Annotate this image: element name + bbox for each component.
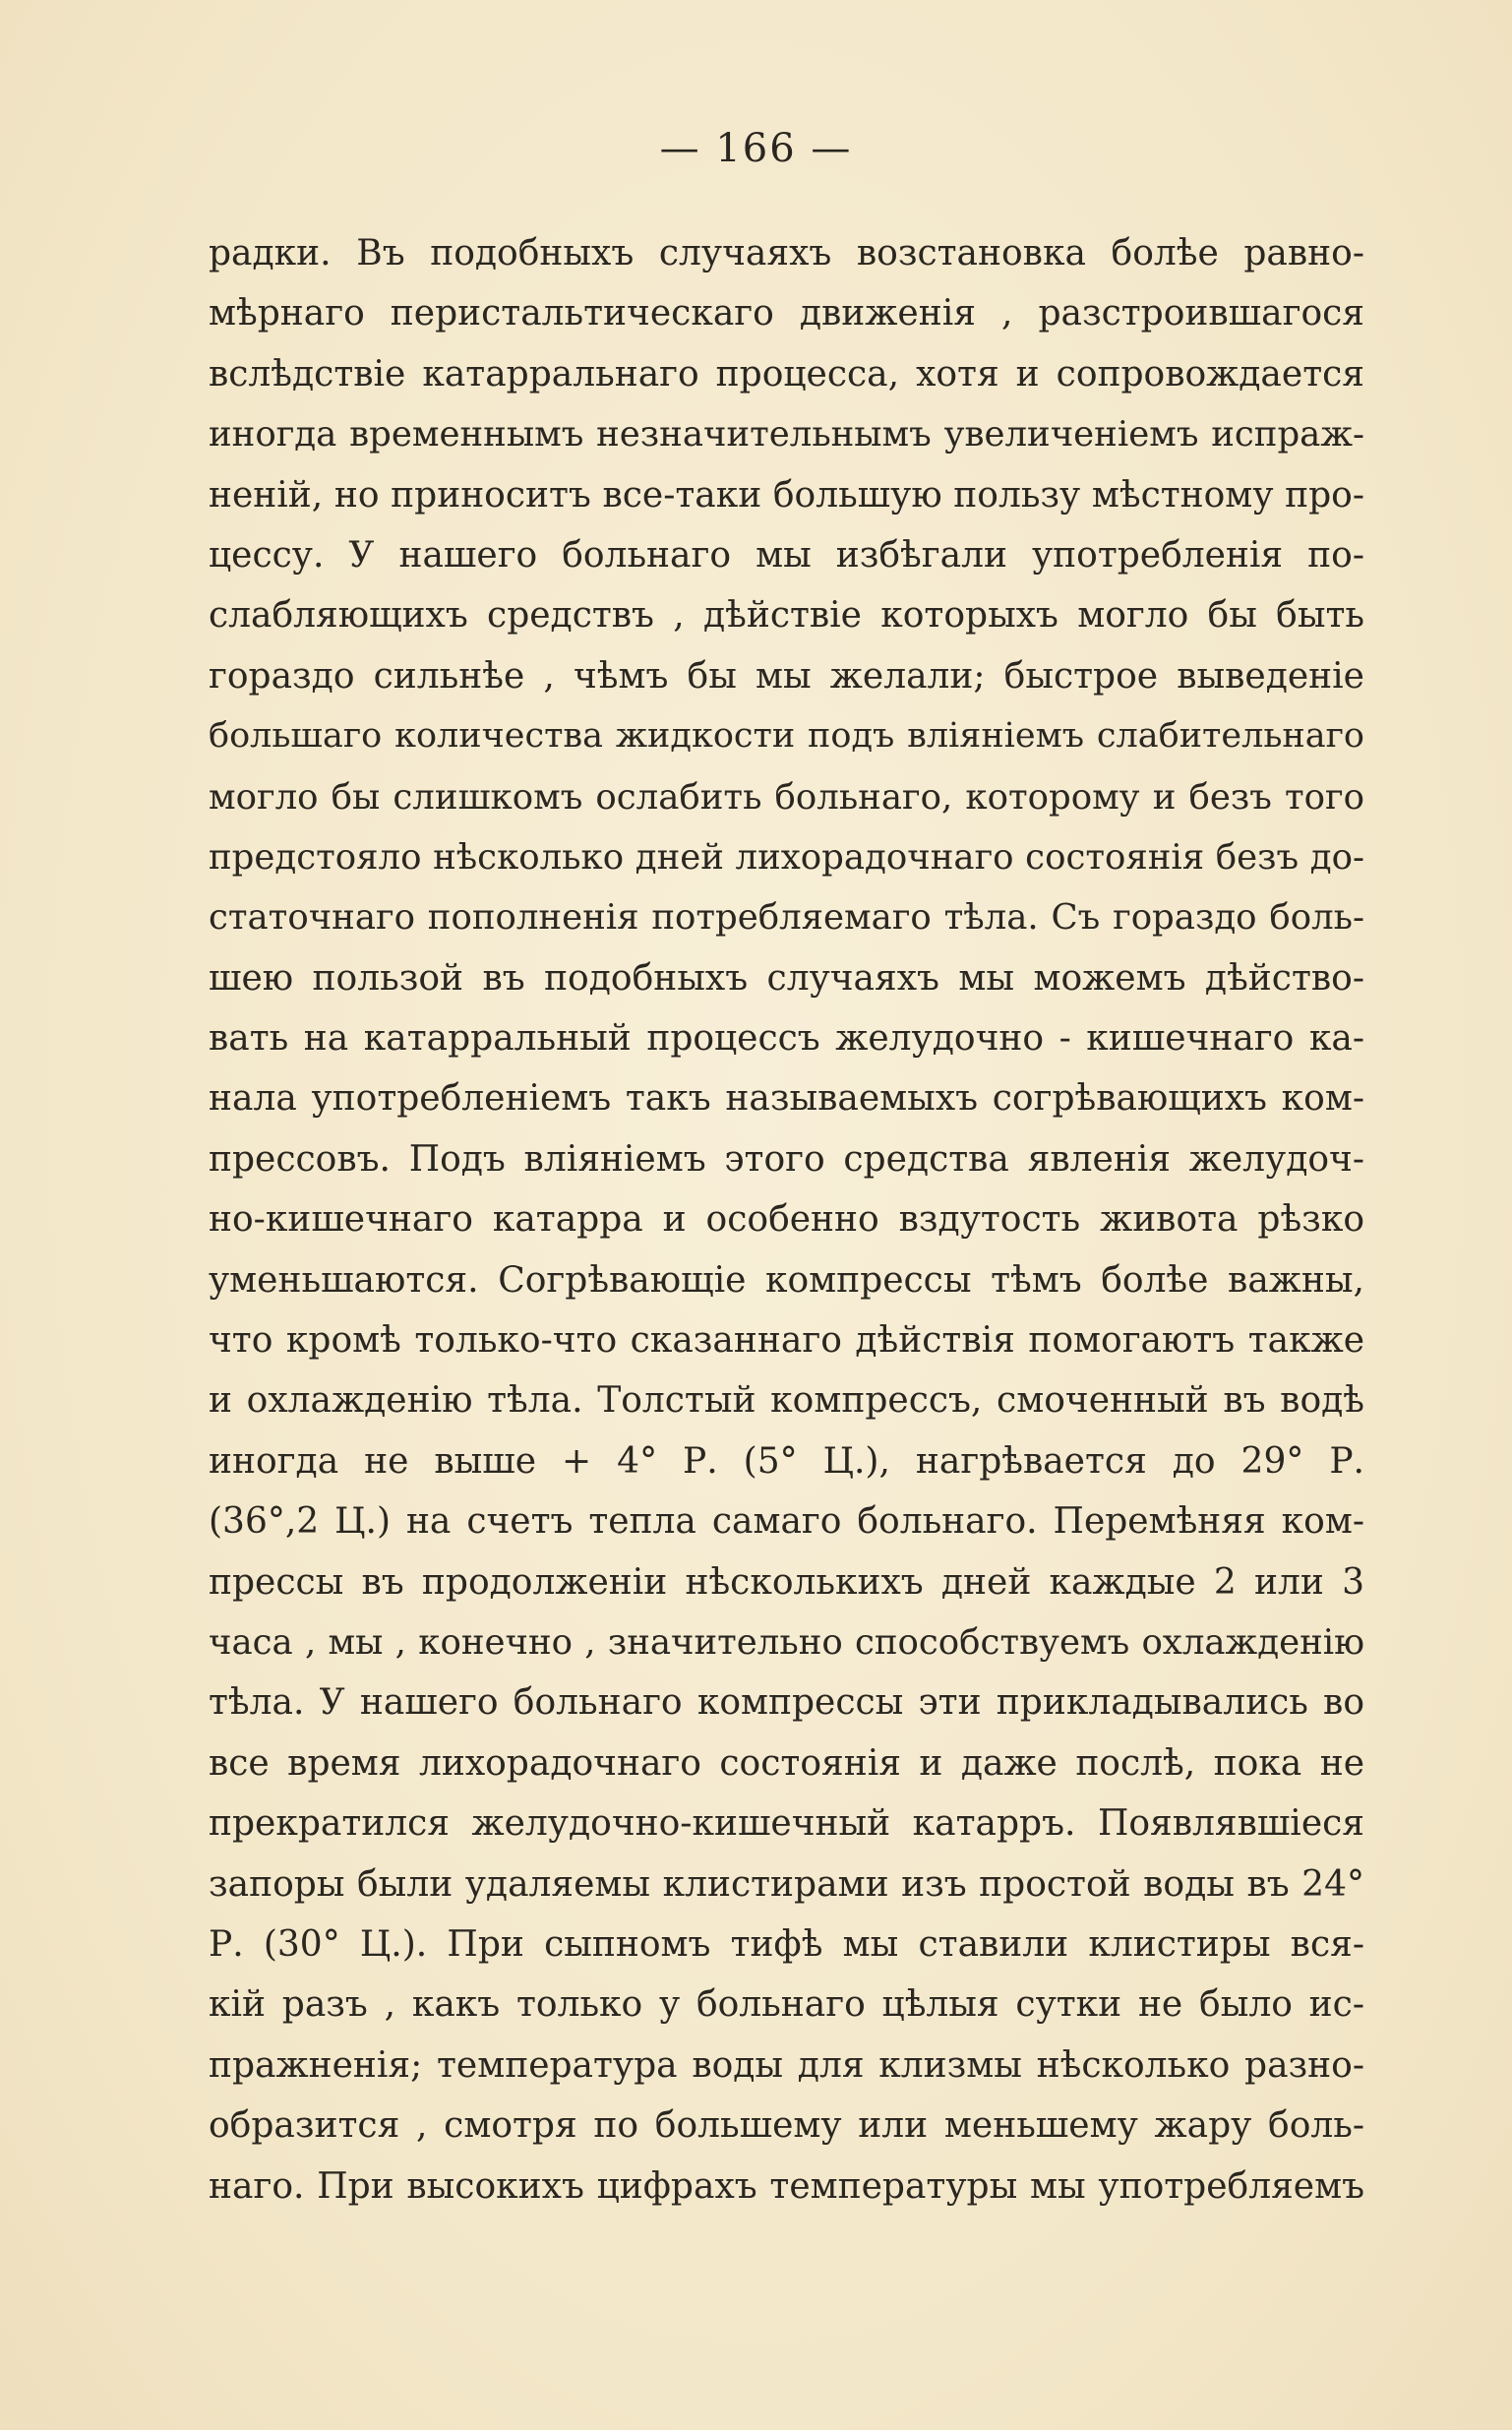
- text-line: но-кишечнаго катарра и особенно вздутость живота рѣзко: [209, 1199, 1364, 1241]
- text-line: иногда не выше + 4° Р. (5° Ц.), нагрѣвается до 29° Р.: [209, 1440, 1364, 1482]
- text-line: слабляющихъ средствъ , дѣйствіе которыхъ могло бы быть: [209, 595, 1364, 637]
- text-line: цессу. У нашего больнаго мы избѣгали употребленія по-: [209, 534, 1364, 576]
- text-line: вать на катарральный процессъ желудочно - кишечнаго ка-: [209, 1018, 1364, 1060]
- text-line: радки. Въ подобныхъ случаяхъ возстановка болѣе равно-: [209, 233, 1364, 273]
- text-line: прекратился желудочно-кишечный катарръ. Появлявшіеся: [209, 1803, 1364, 1845]
- text-line: наго. При высокихъ цифрахъ температуры мы употребляемъ: [209, 2165, 1364, 2207]
- text-line: прессовъ. Подъ вліяніемъ этого средства явленія желудоч-: [209, 1138, 1364, 1180]
- page-number: — 166 —: [659, 126, 853, 171]
- text-line: иногда временнымъ незначительнымъ увеличеніемъ испраж-: [209, 414, 1364, 456]
- text-line: тѣла. У нашего больнаго компрессы эти прикладывались во: [209, 1682, 1364, 1724]
- text-line: гораздо сильнѣе , чѣмъ бы мы желали; быстрое выведеніе: [209, 655, 1364, 697]
- text-line: неній, но приноситъ все-таки большую пользу мѣстному про-: [209, 474, 1364, 516]
- text-line: Р. (30° Ц.). При сыпномъ тифѣ мы ставили клистиры вся-: [209, 1923, 1364, 1965]
- text-line: большаго количества жидкости подъ вліяніемъ слабительнаго: [209, 716, 1364, 757]
- text-line: уменьшаются. Согрѣвающіе компрессы тѣмъ болѣе важны,: [209, 1259, 1364, 1301]
- text-line: нала употребленіемъ такъ называемыхъ согрѣвающихъ ком-: [209, 1078, 1364, 1120]
- text-line: предстояло нѣсколько дней лихорадочнаго состоянія безъ до-: [209, 836, 1364, 878]
- text-line: запоры были удаляемы клистирами изъ простой воды въ 24°: [209, 1863, 1364, 1905]
- text-line: мѣрнаго перистальтическаго движенія , разстроившагося: [209, 293, 1364, 334]
- text-line: (36°,2 Ц.) на счетъ тепла самаго больнаго. Перемѣняя ком-: [209, 1501, 1364, 1543]
- text-line: все время лихорадочнаго состоянія и даже послѣ, пока не: [209, 1742, 1364, 1784]
- text-line: могло бы слишкомъ ослабить больнаго, которому и безъ того: [209, 776, 1364, 818]
- text-line: вслѣдствіе катарральнаго процесса, хотя и сопровождается: [209, 353, 1364, 395]
- text-line: образится , смотря по большему или меньшему жару боль-: [209, 2105, 1364, 2147]
- text-line: пражненія; температура воды для клизмы нѣсколько разно-: [209, 2044, 1364, 2086]
- text-line: кій разъ , какъ только у больнаго цѣлыя сутки не было ис-: [209, 1984, 1364, 2026]
- text-line: шею пользой въ подобныхъ случаяхъ мы можемъ дѣйство-: [209, 957, 1364, 999]
- text-line: прессы въ продолженіи нѣсколькихъ дней каждые 2 или 3: [209, 1561, 1364, 1603]
- text-line: что кромѣ только-что сказаннаго дѣйствія помогаютъ также: [209, 1320, 1364, 1362]
- text-line: и охлажденію тѣла. Толстый компрессъ, смоченный въ водѣ: [209, 1380, 1364, 1422]
- body-text: [209, 223, 1364, 2217]
- text-line: статочнаго пополненія потребляемаго тѣла. Съ гораздо боль-: [209, 897, 1364, 939]
- text-line: часа , мы , конечно , значительно способствуемъ охлажденію: [209, 1621, 1364, 1663]
